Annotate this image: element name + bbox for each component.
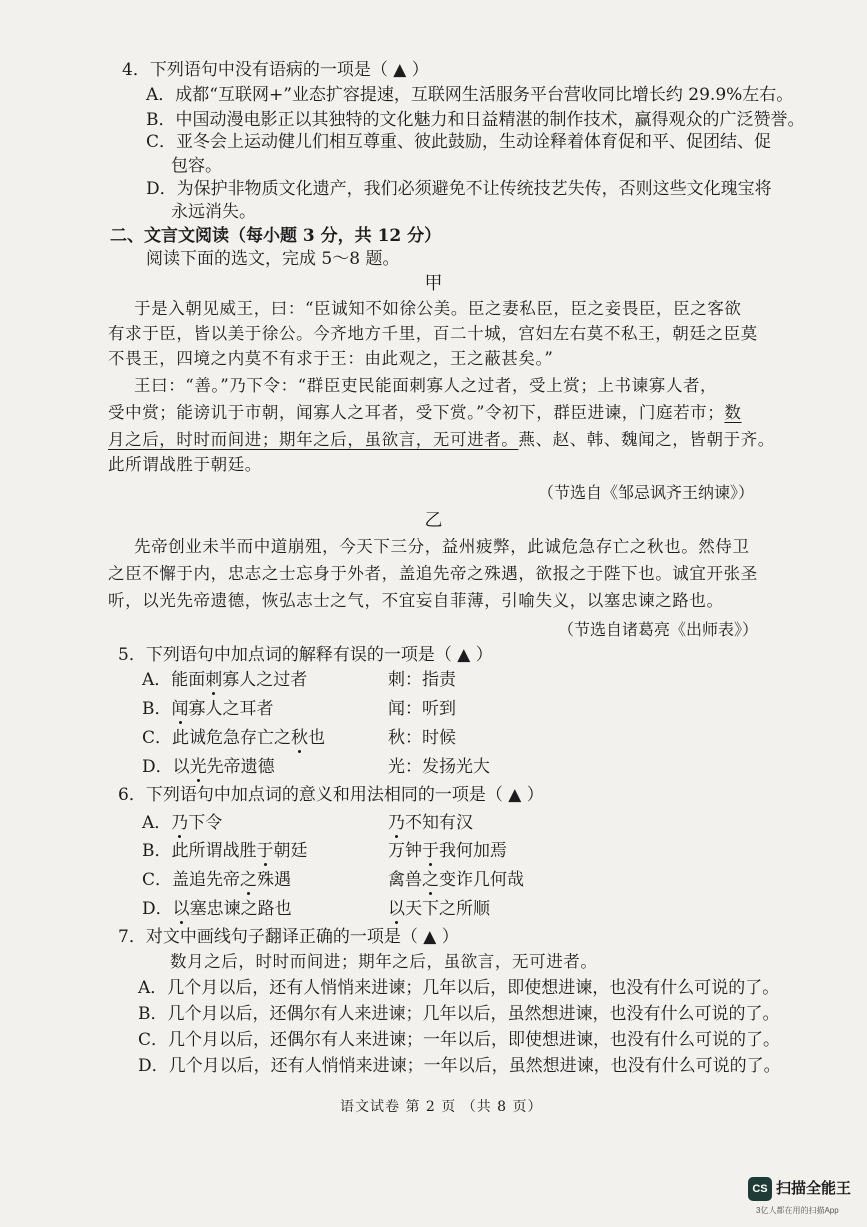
option-text: 寡人之耳者 (188, 699, 274, 719)
dotted-word: 之 (422, 870, 439, 890)
q6-option (142, 812, 222, 834)
option-text: 朝廷 (273, 841, 308, 861)
option-text: 塞忠谏之路也 (189, 899, 292, 919)
q7-stem: 7．对文中画线句子翻译正确的一项是（ ▲ ） (118, 927, 459, 947)
option-key: A． (142, 670, 172, 690)
q5-option (142, 669, 307, 691)
passage-jia-line: 王曰：“善。”乃下令：“群臣吏民能面刺寡人之过者，受上赏；上书谏寡人者， (134, 376, 718, 395)
option-key: D． (142, 899, 173, 919)
dotted-word: 刺 (205, 670, 223, 690)
option-text: 此所谓战胜 (171, 841, 257, 861)
q7-option-b: B．几个月以后，还偶尔有人来进谏；几年以后，虽然想进谏，也没有什么可说的了。 (138, 1004, 780, 1024)
option-key: C． (142, 728, 173, 748)
q4-option-c-cont: 包容。 (171, 156, 222, 176)
option-key: B． (142, 699, 172, 719)
q5-gloss: 刺：指责 (388, 670, 456, 690)
dotted-word: 以 (172, 899, 190, 919)
q6-option (142, 898, 292, 920)
option-text: 禽兽 (388, 870, 422, 890)
option-text: 以 (172, 757, 190, 777)
passage-jia-label: 甲 (424, 273, 443, 294)
option-text: 万钟 (388, 841, 422, 861)
passage-yi-line: 听，以光先帝遗德，恢弘志士之气，不宜妄自菲薄，引喻失义，以塞忠谏之路也。 (108, 591, 724, 610)
option-text: 下令 (188, 813, 223, 833)
section2-heading: 二、文言文阅读（每小题 3 分，共 12 分） (110, 226, 442, 246)
passage-yi-line: 之臣不懈于内，忠志之士忘身于外者，盖追先帝之殊遇，欲报之于陛下也。诚宜开张圣 (108, 564, 758, 583)
option-text: 盖追先帝 (172, 870, 241, 890)
q5-gloss: 光：发扬光大 (388, 757, 490, 777)
q7-option-d: D．几个月以后，还有人悄悄来进谏；一年以后，虽然想进谏，也没有什么可说的了。 (138, 1056, 781, 1076)
q5-option (142, 756, 275, 778)
q4-option-b: B．中国动漫电影正以其独特的文化魅力和日益精湛的制作技术，赢得观众的广泛赞誉。 (146, 110, 805, 130)
passage-jia-text: 受中赏；能谤讥于市朝，闻寡人之耳者，受下赏。”令初下，群臣进谏，门庭若市； (108, 403, 725, 422)
q6-option (142, 869, 291, 891)
watermark-title: 扫描全能王 (776, 1180, 852, 1197)
section2-instruction: 阅读下面的选文，完成 5～8 题。 (146, 249, 400, 269)
q6-option-compare (388, 812, 473, 834)
option-text: 不知有汉 (405, 813, 473, 833)
option-text: 变诈几何哉 (439, 870, 524, 890)
option-text: 我何加焉 (439, 841, 507, 861)
passage-jia-line: 此所谓战胜于朝廷。 (108, 455, 262, 474)
option-key: A． (142, 813, 172, 833)
q4-option-d-cont: 永远消失。 (171, 202, 256, 222)
q5-gloss: 闻：听到 (388, 699, 456, 719)
option-text: 能面 (171, 670, 206, 690)
camscanner-logo-icon: CS (748, 1177, 772, 1201)
page-footer: 语文试卷 第 2 页 （共 8 页） (340, 1099, 543, 1115)
passage-yi-label: 乙 (424, 510, 443, 531)
passage-jia-line: 于是入朝见威王，曰：“臣诚知不如徐公美。臣之妻私臣，臣之妾畏臣，臣之客欲 (134, 299, 742, 318)
q5-option (142, 727, 325, 749)
q6-option-compare (388, 869, 524, 891)
option-text: 寡人之过者 (222, 670, 308, 690)
option-text: 天下之所顺 (405, 899, 490, 919)
dotted-word: 乃 (171, 813, 189, 833)
option-text: 先帝遗德 (206, 757, 275, 777)
option-text: 殊遇 (257, 870, 292, 890)
dotted-word: 于 (422, 841, 439, 861)
dotted-word: 闻 (171, 699, 189, 719)
q4-stem: 4．下列语句中没有语病的一项是（ ▲ ） (122, 60, 429, 80)
passage-yi-source: （节选自诸葛亮《出师表》） (558, 620, 759, 639)
underlined-sentence: 月之后，时时而间进；期年之后，虽欲言，无可进者。 (108, 430, 519, 449)
option-key: D． (142, 757, 173, 777)
q7-quote: 数月之后，时时而间进；期年之后，虽欲言，无可进者。 (170, 952, 598, 971)
q6-option (142, 840, 308, 862)
dotted-word: 秋 (291, 728, 309, 748)
dotted-word: 光 (189, 757, 207, 777)
passage-jia-text: 燕、赵、韩、魏闻之，皆朝于齐。 (518, 430, 775, 449)
passage-jia-line: 有求于臣，皆以美于徐公。今齐地方千里，百二十城，宫妇左右莫不私王，朝廷之臣莫 (108, 324, 758, 343)
underlined-sentence: 数 (724, 403, 742, 422)
q4-option-d: D．为保护非物质文化遗产，我们必须避免不让传统技艺失传，否则这些文化瑰宝将 (146, 179, 772, 199)
q5-option (142, 698, 274, 720)
q5-stem: 5．下列语句中加点词的解释有误的一项是（ ▲ ） (118, 645, 493, 665)
q6-option-compare (388, 898, 490, 920)
q7-option-a: A．几个月以后，还有人悄悄来进谏；几年以后，即使想进谏，也没有什么可说的了。 (138, 978, 780, 998)
q5-gloss: 秋：时候 (388, 728, 456, 748)
q6-stem: 6．下列语句中加点词的意义和用法相同的一项是（ ▲ ） (118, 785, 544, 805)
scanner-watermark (748, 1175, 866, 1225)
dotted-word: 于 (256, 841, 274, 861)
q7-option-c: C．几个月以后，还偶尔有人来进谏；一年以后，即使想进谏，也没有什么可说的了。 (138, 1030, 781, 1050)
q6-option-compare (388, 840, 507, 862)
dotted-word: 以 (388, 899, 405, 919)
q4-option-c: C．亚冬会上运动健儿们相互尊重、彼此鼓励，生动诠释着体育促和平、促团结、促 (146, 132, 772, 152)
dotted-word: 乃 (388, 813, 405, 833)
q4-option-a: A．成都“互联网+”业态扩容提速，互联网生活服务平台营收同比增长约 29.9%左右。 (146, 85, 794, 105)
option-key: B． (142, 841, 172, 861)
option-key: C． (142, 870, 173, 890)
passage-yi-line: 先帝创业未半而中道崩殂，今天下三分，益州疲弊，此诚危急存亡之秋也。然侍卫 (134, 537, 750, 556)
option-text: 也 (308, 728, 326, 748)
passage-jia-line: 不畏王，四境之内莫不有求于王：由此观之，王之蔽甚矣。” (108, 349, 554, 368)
dotted-word: 之 (240, 870, 258, 890)
watermark-subtitle: 3亿人都在用的扫描App (756, 1206, 839, 1215)
passage-jia-source: （节选自《邹忌讽齐王纳谏》） (538, 483, 755, 502)
option-text: 此诚危急存亡之 (172, 728, 292, 748)
passage-jia-line (108, 429, 775, 451)
passage-jia-line (108, 402, 742, 424)
